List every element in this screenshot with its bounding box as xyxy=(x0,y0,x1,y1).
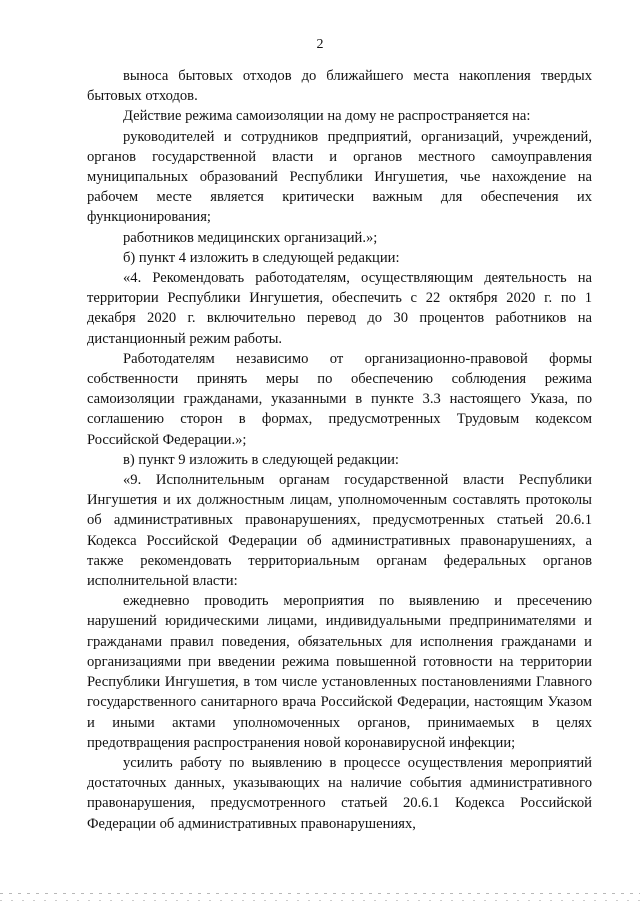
paragraph-managers-exception: руководителей и сотрудников предприятий, организаций, учреждений, органов государственной власти и органов местного самоуправления муниципальных образований Республики Ингушетия, чье нахождение на рабочем месте является критически важным для обеспечения их функционирования; xyxy=(87,128,592,226)
paragraph-employers: Работодателям независимо от организационно-правовой формы собственности принять меры по обеспечению соблюдения режима самоизоляции гражданами, указанными в пункте 3.3 настоящего Указа, по соглашению сторон в формах, предусмотренных Трудовым кодексом Российской Федерации.»; xyxy=(87,350,592,448)
document-body xyxy=(87,66,592,834)
paragraph-item-v-header: в) пункт 9 изложить в следующей редакции: xyxy=(123,451,399,468)
paragraph-strengthen-work: усилить работу по выявлению в процессе осуществления мероприятий достаточных данных, указывающих на наличие события административного правонарушения, предусмотренного статьей 20.6.1 Кодекса Российской Федерации об административных правонарушениях, xyxy=(87,754,592,832)
paragraph-point-4: «4. Рекомендовать работодателям, осуществляющим деятельность на территории Республики Ингушетия, обеспечить с 22 октября 2020 г. по 1 декабря 2020 г. включительно перевод до 30 процентов работников на дистанционный режим работы. xyxy=(87,270,592,347)
paragraph-continuation: выноса бытовых отходов до ближайшего места накопления твердых бытовых отходов. xyxy=(87,68,592,105)
page-number: 2 xyxy=(316,37,324,52)
paragraph-item-b-header: б) пункт 4 изложить в следующей редакции: xyxy=(123,249,400,266)
scan-artifact-line xyxy=(0,900,640,901)
paragraph-point-9: «9. Исполнительным органам государственной власти Республики Ингушетия и их должностным лицам, уполномоченным составлять протоколы об административных правонарушениях, предусмотренных статьей 20.6.1 Кодекса Российской Федерации об административных правонарушениях, а также рекомендовать территориальным органам федеральных органов исполнительной власти: xyxy=(87,472,592,590)
paragraph-daily-measures: ежедневно проводить мероприятия по выявлению и пресечению нарушений юридическими лицами, индивидуальными предпринимателями и гражданами правил поведения, обязательных для исполнения гражданами и организациями при введении режима повышенной готовности на территории Республики Ингушетия, в том числе установленных постановлениями Главного государственного санитарного врача Российской Федерации, настоящим Указом и иными актами уполномоченных органов, принимаемых в целях предотвращения распространения новой коронавирусной инфекции; xyxy=(87,593,592,751)
paragraph-exceptions-intro: Действие режима самоизоляции на дому не распространяется на: xyxy=(123,108,531,125)
paragraph-medical-exception: работников медицинских организаций.»; xyxy=(123,229,378,246)
scan-artifact-line xyxy=(0,893,640,894)
